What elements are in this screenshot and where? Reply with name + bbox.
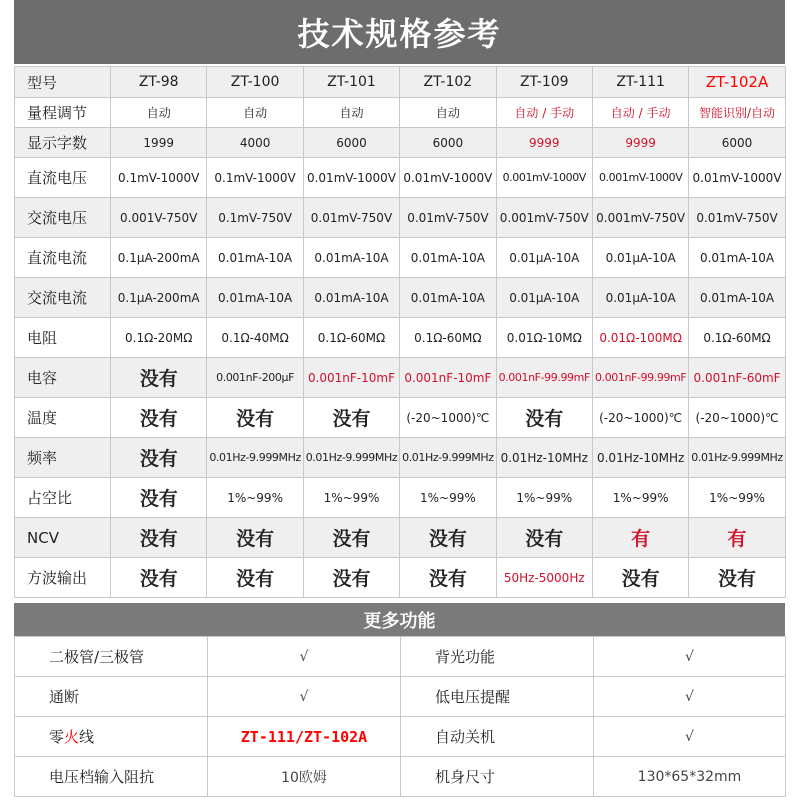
spec-cell: 0.1μA-200mA [111,278,207,318]
spec-row [15,398,786,438]
spec-cell: 1%~99% [592,478,688,518]
row-label: 显示字数 [15,128,111,158]
feature-label [15,717,208,757]
spec-cell: 4000 [207,128,303,158]
model-name: ZT-101 [303,67,399,98]
spec-cell: 没有 [303,558,399,598]
spec-cell: 没有 [303,518,399,558]
model-name: ZT-102 [400,67,496,98]
spec-cell: 自动 / 手动 [592,98,688,128]
spec-row [15,518,786,558]
spec-cell: 0.01mV-1000V [303,158,399,198]
row-label: NCV [15,518,111,558]
spec-cell: 1%~99% [496,478,592,518]
spec-cell: 0.01Hz-10MHz [496,438,592,478]
spec-cell: 没有 [111,358,207,398]
label-part: 线 [79,728,95,746]
feature-label: 自动关机 [401,717,594,757]
model-name: ZT-109 [496,67,592,98]
spec-cell: 6000 [689,128,785,158]
spec-row [15,438,786,478]
spec-cell: 0.001nF-99.99mF [496,358,592,398]
spec-cell: 没有 [303,398,399,438]
spec-cell: 没有 [111,518,207,558]
model-name: ZT-98 [111,67,207,98]
model-name: ZT-111 [592,67,688,98]
spec-cell: 没有 [400,518,496,558]
spec-cell: 0.1Ω-60MΩ [400,318,496,358]
spec-cell: 0.001nF-60mF [689,358,785,398]
spec-cell: 没有 [111,438,207,478]
feature-value: √ [594,677,786,717]
spec-cell: 自动 / 手动 [496,98,592,128]
page-title: 技术规格参考 [14,0,785,64]
spec-cell: (-20~1000)℃ [689,398,785,438]
spec-cell: 0.01Hz-9.999MHz [400,438,496,478]
spec-cell: 0.01μA-10A [496,278,592,318]
feature-row [15,717,786,757]
spec-table [14,66,786,598]
spec-cell: 0.01mV-1000V [689,158,785,198]
feature-value: 130*65*32mm [594,757,786,797]
model-name: ZT-100 [207,67,303,98]
row-label: 电容 [15,358,111,398]
spec-cell: 50Hz-5000Hz [496,558,592,598]
spec-cell: 有 [689,518,785,558]
spec-cell: 0.01mA-10A [303,278,399,318]
spec-cell: 1%~99% [400,478,496,518]
spec-cell: 自动 [303,98,399,128]
row-label: 交流电压 [15,198,111,238]
spec-cell: 0.01mV-1000V [400,158,496,198]
row-label: 直流电流 [15,238,111,278]
spec-cell: 没有 [207,558,303,598]
row-label: 占空比 [15,478,111,518]
feature-label: 二极管/三极管 [15,637,208,677]
spec-cell: 0.01mA-10A [400,238,496,278]
spec-row [15,558,786,598]
spec-cell: 0.01Hz-9.999MHz [689,438,785,478]
spec-cell: 没有 [207,398,303,438]
row-label: 型号 [15,67,111,98]
feature-label: 机身尺寸 [401,757,594,797]
spec-cell: 0.001nF-10mF [400,358,496,398]
spec-cell: 0.01mV-750V [303,198,399,238]
spec-cell: 自动 [400,98,496,128]
feature-value: 10欧姆 [208,757,401,797]
spec-cell: 1%~99% [207,478,303,518]
more-features-table [14,636,786,797]
spec-cell: 0.01Hz-10MHz [592,438,688,478]
spec-cell: 0.01Ω-10MΩ [496,318,592,358]
row-label: 频率 [15,438,111,478]
spec-cell: 0.001V-750V [111,198,207,238]
spec-cell: 0.01Hz-9.999MHz [303,438,399,478]
spec-cell: 0.01mV-750V [689,198,785,238]
spec-cell: 没有 [111,478,207,518]
feature-value: ZT-111/ZT-102A [208,717,401,757]
spec-cell: 0.1Ω-60MΩ [689,318,785,358]
spec-cell: 0.01mA-10A [207,278,303,318]
feature-row [15,637,786,677]
feature-label: 通断 [15,677,208,717]
spec-cell: 0.1mV-1000V [111,158,207,198]
spec-cell: 0.01mA-10A [689,238,785,278]
feature-value: √ [208,637,401,677]
label-part-highlight: 火 [64,728,80,746]
feature-value: √ [594,717,786,757]
spec-cell: 没有 [207,518,303,558]
spec-cell: 0.1Ω-20MΩ [111,318,207,358]
spec-cell: (-20~1000)℃ [592,398,688,438]
spec-cell: 0.001nF-10mF [303,358,399,398]
spec-row [15,158,786,198]
spec-cell: 没有 [111,398,207,438]
spec-row [15,238,786,278]
spec-cell: 0.1mV-1000V [207,158,303,198]
spec-row [15,478,786,518]
spec-row [15,128,786,158]
spec-cell: 0.001nF-99.99mF [592,358,688,398]
feature-row [15,677,786,717]
label-part: 零 [49,728,65,746]
spec-cell: 0.01μA-10A [592,278,688,318]
feature-label: 电压档输入阻抗 [15,757,208,797]
row-label: 交流电流 [15,278,111,318]
spec-row [15,318,786,358]
spec-cell: 0.001mV-1000V [592,158,688,198]
feature-value: √ [594,637,786,677]
spec-row [15,278,786,318]
spec-cell: 0.01Hz-9.999MHz [207,438,303,478]
spec-cell: 没有 [592,558,688,598]
spec-cell: 0.01mA-10A [400,278,496,318]
spec-cell: 自动 [207,98,303,128]
spec-cell: 0.001nF-200μF [207,358,303,398]
spec-row [15,98,786,128]
spec-cell: 没有 [496,398,592,438]
spec-cell: 有 [592,518,688,558]
spec-cell: 自动 [111,98,207,128]
spec-cell: 0.1Ω-40MΩ [207,318,303,358]
spec-cell: 0.01mA-10A [689,278,785,318]
spec-cell: 没有 [689,558,785,598]
spec-cell: 0.1mV-750V [207,198,303,238]
feature-label: 低电压提醒 [401,677,594,717]
row-label: 温度 [15,398,111,438]
spec-cell: 6000 [303,128,399,158]
spec-cell: 0.001mV-750V [592,198,688,238]
row-label: 直流电压 [15,158,111,198]
feature-row [15,757,786,797]
spec-cell: 1%~99% [689,478,785,518]
spec-cell: (-20~1000)℃ [400,398,496,438]
model-header-row [15,67,786,98]
spec-cell: 智能识别/自动 [689,98,785,128]
spec-cell: 9999 [496,128,592,158]
spec-cell: 没有 [111,558,207,598]
spec-cell: 0.01mA-10A [303,238,399,278]
spec-cell: 0.01μA-10A [592,238,688,278]
spec-cell: 1999 [111,128,207,158]
spec-cell: 没有 [400,558,496,598]
spec-cell: 0.01Ω-100MΩ [592,318,688,358]
spec-cell: 0.1Ω-60MΩ [303,318,399,358]
row-label: 电阻 [15,318,111,358]
spec-cell: 9999 [592,128,688,158]
spec-cell: 0.001mV-750V [496,198,592,238]
row-label: 量程调节 [15,98,111,128]
spec-cell: 0.01mA-10A [207,238,303,278]
feature-value: √ [208,677,401,717]
spec-cell: 1%~99% [303,478,399,518]
spec-cell: 没有 [496,518,592,558]
feature-label: 背光功能 [401,637,594,677]
spec-cell: 6000 [400,128,496,158]
spec-cell: 0.001mV-1000V [496,158,592,198]
model-name: ZT-102A [689,67,785,98]
spec-cell: 0.01mV-750V [400,198,496,238]
row-label: 方波输出 [15,558,111,598]
spec-cell: 0.1μA-200mA [111,238,207,278]
more-features-title: 更多功能 [14,603,785,636]
spec-cell: 0.01μA-10A [496,238,592,278]
spec-row [15,358,786,398]
spec-row [15,198,786,238]
